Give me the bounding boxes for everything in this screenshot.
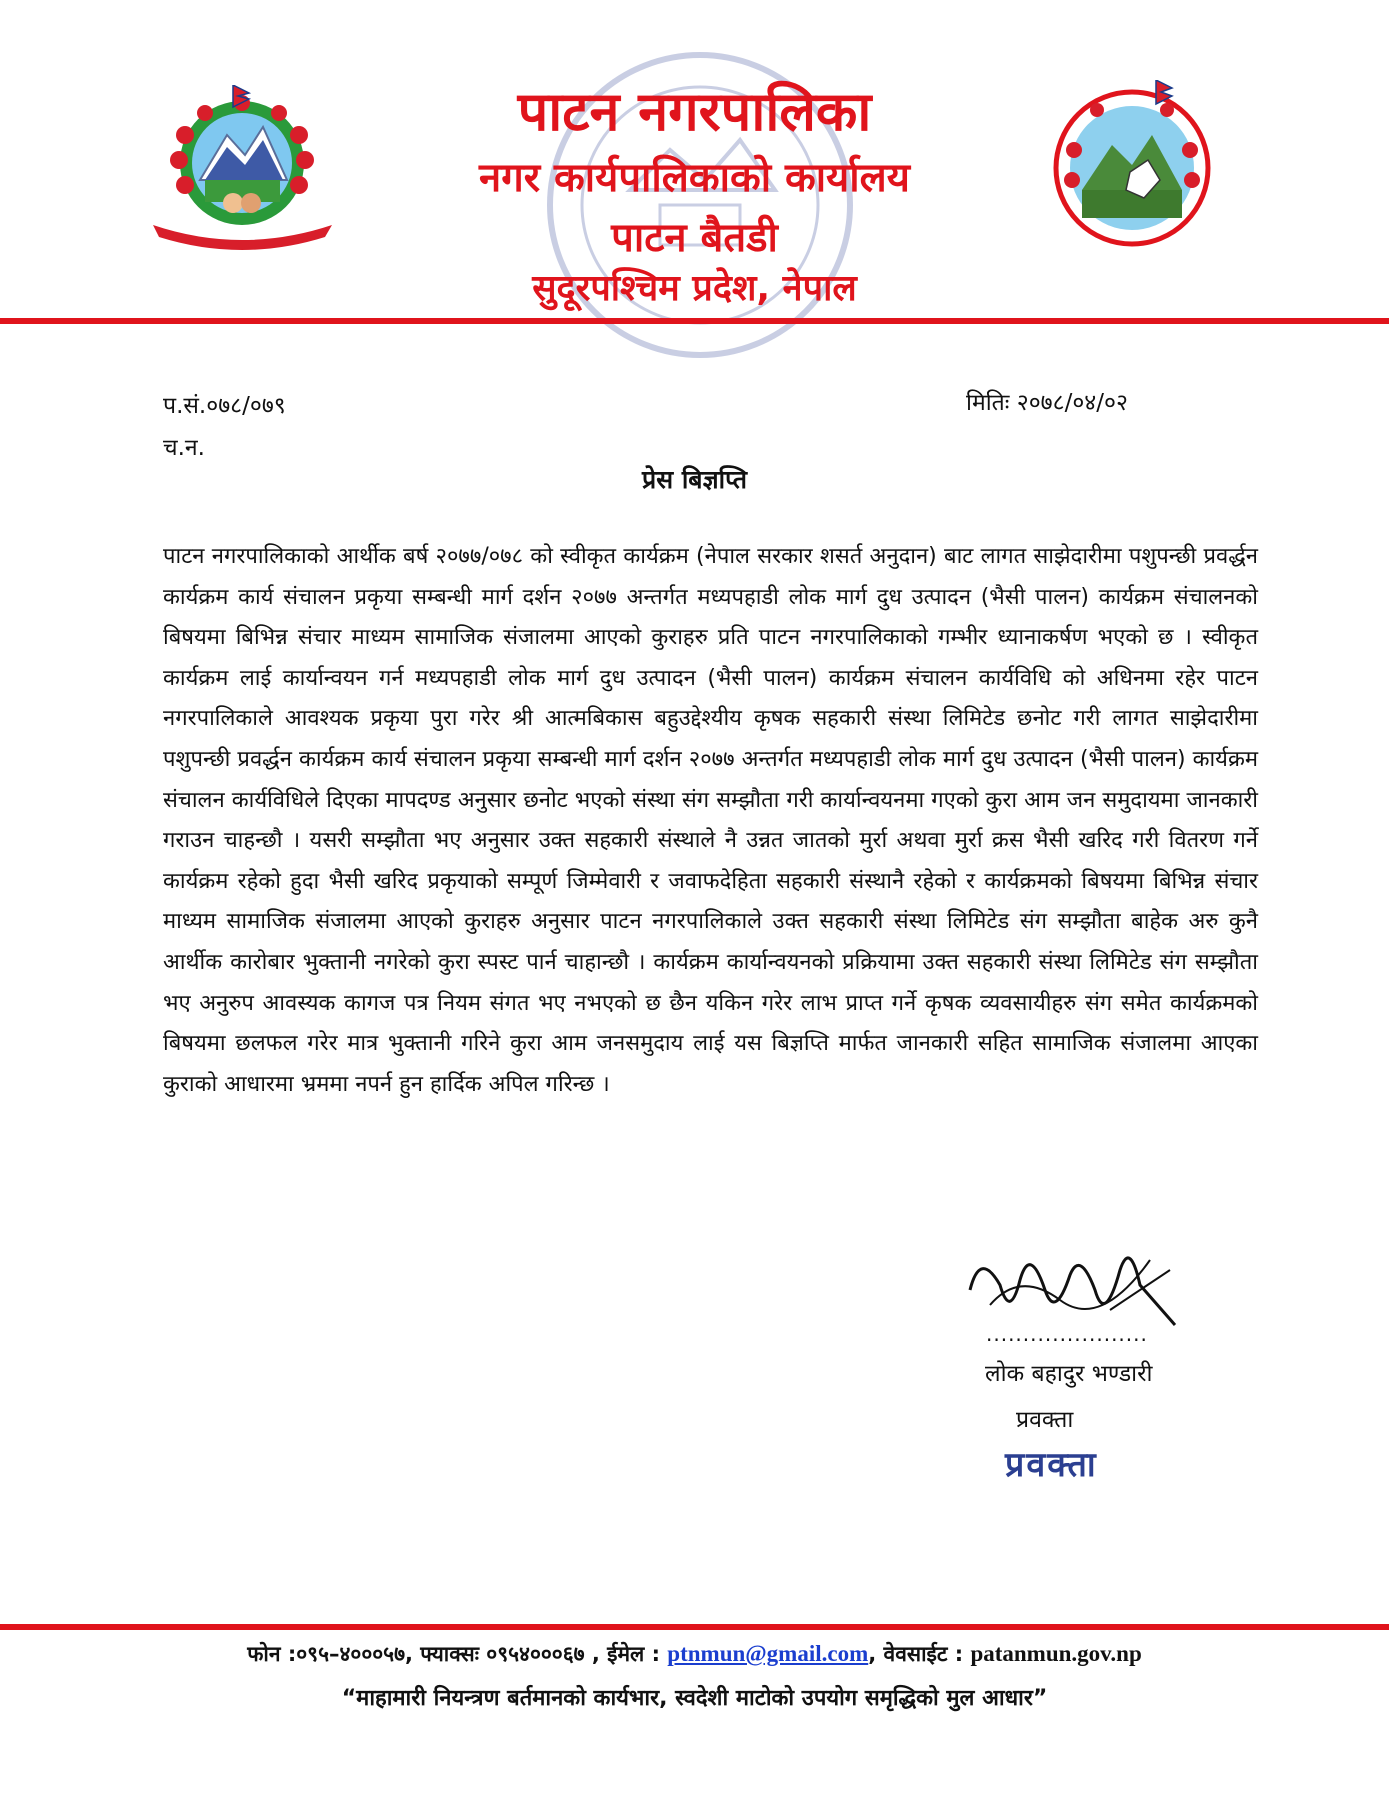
reference-number: प.सं.०७८/०७९ [163, 393, 286, 419]
header-divider [0, 318, 1389, 324]
header-office-name: नगर कार्यपालिकाको कार्यालय [479, 155, 910, 201]
signatory-title: प्रवक्ता [1016, 1407, 1074, 1433]
footer-slogan: “माहामारी नियन्त्रण बर्तमानको कार्यभार, स्वदेशी माटोको उपयोग समृद्धिको मुल आधार” [341, 1686, 1048, 1711]
signature-line: ...................... [986, 1322, 1148, 1346]
reference-block [163, 385, 286, 469]
document-date: मितिः २०७८/०४/०२ [966, 390, 1128, 416]
website-prefix: , वेवसाईट : [868, 1642, 971, 1666]
dispatch-number: च.न. [163, 435, 205, 461]
footer-divider [0, 1624, 1389, 1630]
header-municipality-name: पाटन नगरपालिका [517, 80, 872, 143]
header-province: सुदूरपश्चिम प्रदेश, नेपाल [532, 268, 857, 309]
website-link[interactable]: patanmun.gov.np [970, 1641, 1142, 1666]
email-link[interactable]: ptnmun@gmail.com [667, 1641, 869, 1666]
footer-contact [0, 1640, 1389, 1668]
spokesperson-stamp: प्रवक्ता [1005, 1445, 1098, 1485]
contact-phone-fax: फोन :०९५–४०००५७, फ्याक्सः ०९५४०००६७ , ईमेल : [247, 1642, 668, 1666]
signatory-name: लोक बहादुर भण्डारी [985, 1361, 1153, 1387]
document-title: प्रेस बिज्ञप्ति [641, 465, 748, 494]
header-location: पाटन बैतडी [611, 215, 778, 261]
document-body: पाटन नगरपालिकाको आर्थीक बर्ष २०७७/०७८ को स्वीकृत कार्यक्रम (नेपाल सरकार शसर्त अनुदान) बाट लागत साझेदारीमा पशुपन्छी प्रवर्द्धन कार्यक्रम कार्य संचालन प्रकृया सम्बन्धी मार्ग दर्शन २०७७ अन्तर्गत मध्यपहाडी लोक मार्ग दुध उत्पादन (भैसी पालन) कार्यक्रम संचालनको बिषयमा बिभिन्न संचार माध्यम सामाजिक संजालमा आएको कुराहरु प्रति पाटन नगरपालिकाको गम्भीर ध्यानाकर्षण भएको छ । स्वीकृत कार्यक्रम लाई कार्यान्वयन गर्न मध्यपहाडी लोक मार्ग दुध उत्पादन (भैसी पालन) कार्यक्रम संचालन कार्यविधि को अधिनमा रहेर पाटन नगरपालिकाले आवश्यक प्रकृया पुरा गरेर श्री आत्मबिकास बहुउद्देश्यीय कृषक सहकारी संस्था लिमिटेड छनोट गरी लागत साझेदारीमा पशुपन्छी प्रवर्द्धन कार्यक्रम कार्य संचालन प्रकृया सम्बन्धी मार्ग दर्शन २०७७ अन्तर्गत मध्यपहाडी लोक मार्ग दुध उत्पादन (भैसी पालन) कार्यक्रम संचालन कार्यविधिले दिएका मापदण्ड अनुसार छनोट भएको संस्था संग सम्झौता गरी कार्यान्वयनमा गएको कुरा आम जन समुदायमा जानकारी गराउन चाहन्छौ । यसरी सम्झौता भए अनुसार उक्त सहकारी संस्थाले नै उन्नत जातको मुर्रा अथवा मुर्रा क्रस भैसी खरिद गरी वितरण गर्ने कार्यक्रम रहेको हुदा भैसी खरिद प्रकृयाको सम्पूर्ण जिम्मेवारी र जवाफदेहिता सहकारी संस्थानै रहेको र कार्यक्रमको बिषयमा बिभिन्न संचार माध्यम सामाजिक संजालमा आएको कुराहरु अनुसार पाटन नगरपालिकाले उक्त सहकारी संस्था लिमिटेड संग सम्झौता बाहेक अरु कुनै आर्थीक कारोबार भुक्तानी नगरेको कुरा स्पस्ट पार्न चाहान्छौ । कार्यक्रम कार्यान्वयनको प्रक्रियामा उक्त सहकारी संस्था लिमिटेड संग सम्झौता भए अनुरुप आवस्यक कागज पत्र नियम संगत भए नभएको छ छैन यकिन गरेर लाभ प्राप्त गर्ने कृषक व्यवसायीहरु संग समेत कार्यक्रमको बिषयमा छलफल गरेर मात्र भुक्तानी गरिने कुरा आम जनसमुदाय लाई यस बिज्ञप्ति मार्फत जानकारी सहित सामाजिक संजालमा आएका कुराको आधारमा भ्रममा नपर्न हुन हार्दिक अपिल गरिन्छ । [163, 544, 1258, 1097]
